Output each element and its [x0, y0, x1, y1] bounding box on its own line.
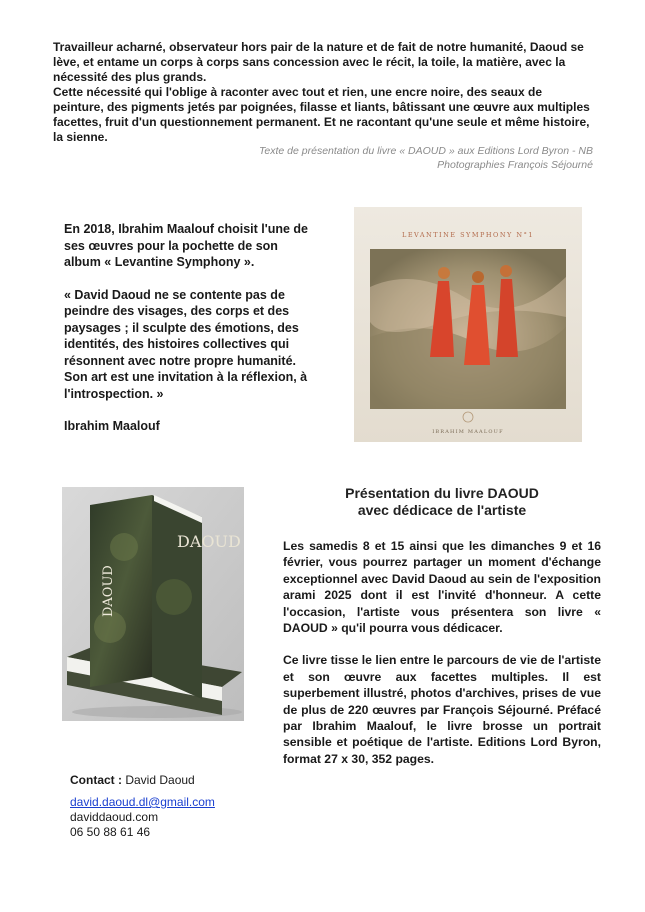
intro-text [53, 40, 593, 145]
presentation-title-line-2: avec dédicace de l'artiste [357, 502, 527, 518]
credit-line-1: Texte de présentation du livre « DAOUD » aux Editions Lord Byron - NB [258, 145, 593, 157]
contact-block [70, 773, 215, 840]
presentation-body [283, 538, 601, 783]
photo-credit [259, 144, 593, 172]
book-stack-illustration [62, 487, 244, 721]
contact-website[interactable]: daviddaoud.com [70, 810, 159, 824]
credit-line-2: Photographies François Séjourné [437, 159, 593, 171]
album-painting [354, 207, 582, 442]
album-title: LEVANTINE SYMPHONY N°1 [402, 231, 534, 239]
quote-lead: En 2018, Ibrahim Maalouf choisit l'une de ses œuvres pour la pochette de son album « Levantine Symphony ». [64, 222, 309, 269]
book-cover-title: DAOUD [177, 532, 241, 551]
quote-author: Ibrahim Maalouf [64, 419, 160, 433]
presentation-title [283, 485, 601, 519]
contact-name: David Daoud [125, 773, 195, 787]
book-photo [62, 487, 244, 721]
presentation-paragraph-2: Ce livre tisse le lien entre le parcours de vie de l'artiste et son œuvre aux facettes multiples. Il est superbement illustré, photos d'archives, prises de vue de plus de 220 œuvres par François Séjourné. Préfacé par Ibrahim Maalouf, le livre brosse un portrait sensible et poétique de l'artiste. Editions Lord Byron, format 27 x 30, 352 pages. [283, 653, 601, 766]
album-artist: IBRAHIM MAALOUF [432, 429, 504, 435]
intro-paragraph-1: Travailleur acharné, observateur hors pair de la nature et de fait de notre humanité, Daoud se lève, et entame un corps à corps sans concession avec le récit, la toile, la matière, avec la nécessité des plus grands. [53, 40, 584, 84]
album-cover-image [354, 207, 582, 442]
svg-text:DAOUD: DAOUD [101, 565, 116, 617]
quote-text: « David Daoud ne se contente pas de peindre des visages, des corps et des paysages ; il sculpte des émotions, des identités, des histoires collectives qui résonnent avec notre propre humanité. Son art est une invitation à la réflexion, à l'introspection. » [64, 287, 308, 401]
contact-label: Contact : [70, 773, 122, 787]
contact-email-link[interactable]: david.daoud.dl@gmail.com [70, 795, 215, 809]
maalouf-quote-block [64, 221, 314, 451]
intro-paragraph-2: Cette nécessité qui l'oblige à raconter avec tout et rien, une encre noire, des seaux de peinture, des pigments jetés par poignées, filasse et liants, bâtissant une œuvre aux multiples facettes, fruit d'un questionnement permanent. Et ne racontant qu'une seule et même histoire, la sienne. [53, 85, 590, 144]
presentation-paragraph-1: Les samedis 8 et 15 ainsi que les dimanches 9 et 16 février, vous pourrez partager un moment d'échange exceptionnel avec David Daoud au sein de l'exposition arami 2025 dont il est l'invité d'honneur. A cette l'occasion, l'artiste vous présentera son livre « DAOUD » qu'il pourra vous dédicacer. [283, 539, 601, 636]
contact-phone: 06 50 88 61 46 [70, 825, 151, 839]
presentation-title-line-1: Présentation du livre DAOUD [345, 485, 539, 501]
contact-heading [70, 773, 215, 788]
